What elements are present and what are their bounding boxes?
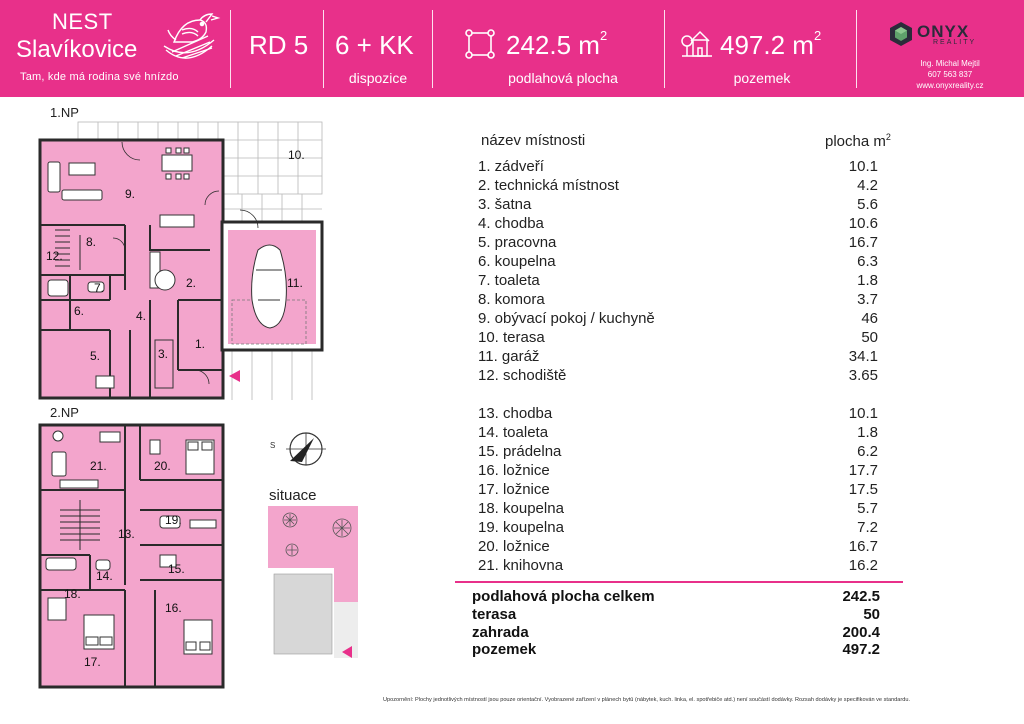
plot-icon: [680, 28, 714, 60]
room-area: 7.2: [857, 519, 878, 536]
floor-area-label: podlahová plocha: [508, 70, 618, 86]
room-area: 1.8: [857, 424, 878, 441]
table-row: [478, 196, 878, 215]
table-row: [478, 234, 878, 253]
plot-value: 497.2 $m^2$: [720, 28, 822, 60]
room-number-18: 18.: [64, 587, 81, 601]
room-area: 5.7: [857, 500, 878, 517]
room-number-19: 19.: [165, 513, 182, 527]
table-row: [478, 348, 878, 367]
room-area: 17.7: [848, 462, 878, 479]
total-row: [472, 641, 880, 658]
house-code: RD 5: [249, 30, 309, 60]
room-area: 34.1: [848, 348, 878, 365]
table-row: [478, 557, 878, 576]
total-label: terasa: [472, 606, 517, 623]
table-row: [478, 481, 878, 500]
layout-label: dispozice: [348, 70, 408, 86]
room-number-15: 15.: [168, 562, 185, 576]
table-row: [478, 215, 878, 234]
room-name: 7. toaleta: [478, 272, 540, 289]
room-area: 46: [861, 310, 878, 327]
room-area: 3.7: [857, 291, 878, 308]
room-number-11: 11.: [287, 276, 303, 290]
floor2-label: 2.NP: [50, 405, 79, 420]
floor1-label: 1.NP: [50, 105, 79, 120]
compass-icon: [264, 424, 334, 474]
total-row: [472, 588, 880, 605]
room-area: 16.7: [848, 538, 878, 555]
room-name: 9. obývací pokoj / kuchyně: [478, 310, 655, 327]
table-separator: [455, 581, 903, 583]
room-area: 1.8: [857, 272, 878, 289]
room-name: 2. technická místnost: [478, 177, 619, 194]
room-name: 16. ložnice: [478, 462, 550, 479]
room-name: 19. koupelna: [478, 519, 564, 536]
room-number-21: 21.: [90, 459, 107, 473]
room-name: 14. toaleta: [478, 424, 549, 441]
situace-label: situace: [269, 487, 317, 504]
total-value: 50: [863, 606, 880, 623]
brand-name-line2: Slavíkovice: [16, 36, 138, 63]
header-divider: [432, 10, 433, 88]
room-area: 17.5: [848, 481, 878, 498]
room-area: 6.3: [857, 253, 878, 270]
room-area: 50: [861, 329, 878, 346]
onyx-hexagon-logo-icon: [889, 21, 913, 47]
room-name: 6. koupelna: [478, 253, 556, 270]
room-name: 20. ložnice: [478, 538, 550, 555]
header-divider: [664, 10, 665, 88]
table-row: [478, 253, 878, 272]
plot-label: pozemek: [733, 70, 791, 86]
total-value: 200.4: [842, 624, 880, 641]
room-area: 10.6: [848, 215, 878, 232]
room-name: 10. terasa: [478, 329, 545, 346]
room-number-10: 10.: [288, 148, 305, 162]
room-name: 12. schodiště: [478, 367, 567, 384]
total-row: [472, 624, 880, 641]
room-number-8: 8.: [86, 235, 97, 249]
room-number-3: 3.: [158, 347, 169, 361]
contact-name: Ing. Michal Mejtil: [920, 59, 980, 68]
room-name: 4. chodba: [478, 215, 544, 232]
room-number-9: 9.: [125, 187, 136, 201]
table-row: [478, 291, 878, 310]
company-name: ONYX: [917, 22, 970, 41]
header-divider: [856, 10, 857, 88]
room-name: 1. zádveří: [478, 158, 544, 175]
table-row: [478, 329, 878, 348]
total-label: podlahová plocha celkem: [472, 588, 655, 605]
room-name: 3. šatna: [478, 196, 532, 213]
total-row: [472, 606, 880, 623]
table-header-area: plocha $m^2$: [825, 132, 891, 150]
room-name: 8. komora: [478, 291, 545, 308]
room-area: 16.7: [848, 234, 878, 251]
room-name: 21. knihovna: [478, 557, 564, 574]
floor2-plan: [0, 0, 240, 690]
room-number-5: 5.: [90, 349, 101, 363]
room-area: 6.2: [857, 443, 878, 460]
disclaimer: Upozornění: Plochy jednotlivých místností jsou pouze orientační. Vyobrazené zařízení v plánech bytů (nábytek, kuch. linka, el. spotřebiče atd.) není součástí dodávky. Rozsah dodávky je specifikován ve standardu.: [383, 697, 911, 703]
room-area: 5.6: [857, 196, 878, 213]
floor-area-icon: [464, 28, 496, 60]
site-plan: [266, 506, 366, 666]
company-subtitle: REALITY: [933, 39, 977, 46]
table-row: [478, 462, 878, 481]
table-row: [478, 310, 878, 329]
room-area: 16.2: [848, 557, 878, 574]
table-row: [478, 443, 878, 462]
total-value: 242.5: [842, 588, 880, 605]
room-number-14: 14.: [96, 569, 113, 583]
total-value: 497.2: [842, 641, 880, 658]
room-area: 10.1: [848, 405, 878, 422]
room-number-13: 13.: [118, 527, 135, 541]
table-row: [478, 405, 878, 424]
table-row: [478, 177, 878, 196]
table-row: [478, 272, 878, 291]
floor-area-value: 242.5 $m^2$: [506, 28, 608, 60]
room-number-17: 17.: [84, 655, 101, 669]
contact-phone: 607 563 837: [927, 70, 973, 79]
room-number-7: 7.: [94, 281, 105, 295]
table-row: [478, 500, 878, 519]
table-row: [478, 158, 878, 177]
room-area: 3.65: [848, 367, 878, 384]
table-row: [478, 538, 878, 557]
room-name: 11. garáž: [478, 348, 540, 365]
brand-name-line1: NEST: [52, 9, 113, 34]
room-area: 4.2: [857, 177, 878, 194]
room-number-1: 1.: [195, 337, 206, 351]
brand-tagline: Tam, kde má rodina své hnízdo: [20, 71, 179, 83]
total-label: zahrada: [472, 624, 529, 641]
room-number-20: 20.: [154, 459, 171, 473]
room-number-6: 6.: [74, 304, 85, 318]
room-number-4: 4.: [136, 309, 147, 323]
contact-website[interactable]: www.onyxreality.cz: [916, 81, 984, 90]
room-number-12: 12.: [46, 249, 63, 263]
total-label: pozemek: [472, 641, 537, 658]
table-row: [478, 519, 878, 538]
room-number-2: 2.: [186, 276, 197, 290]
table-row: [478, 424, 878, 443]
room-name: 13. chodba: [478, 405, 553, 422]
room-name: 17. ložnice: [478, 481, 550, 498]
layout-value: 6 + KK: [335, 30, 414, 60]
compass-letter: S: [270, 441, 276, 450]
table-header-name: název místnosti: [481, 132, 586, 149]
room-name: 5. pracovna: [478, 234, 557, 251]
room-name: 18. koupelna: [478, 500, 564, 517]
room-name: 15. prádelna: [478, 443, 562, 460]
room-area: 10.1: [848, 158, 878, 175]
table-row: [478, 367, 878, 386]
room-number-16: 16.: [165, 601, 182, 615]
